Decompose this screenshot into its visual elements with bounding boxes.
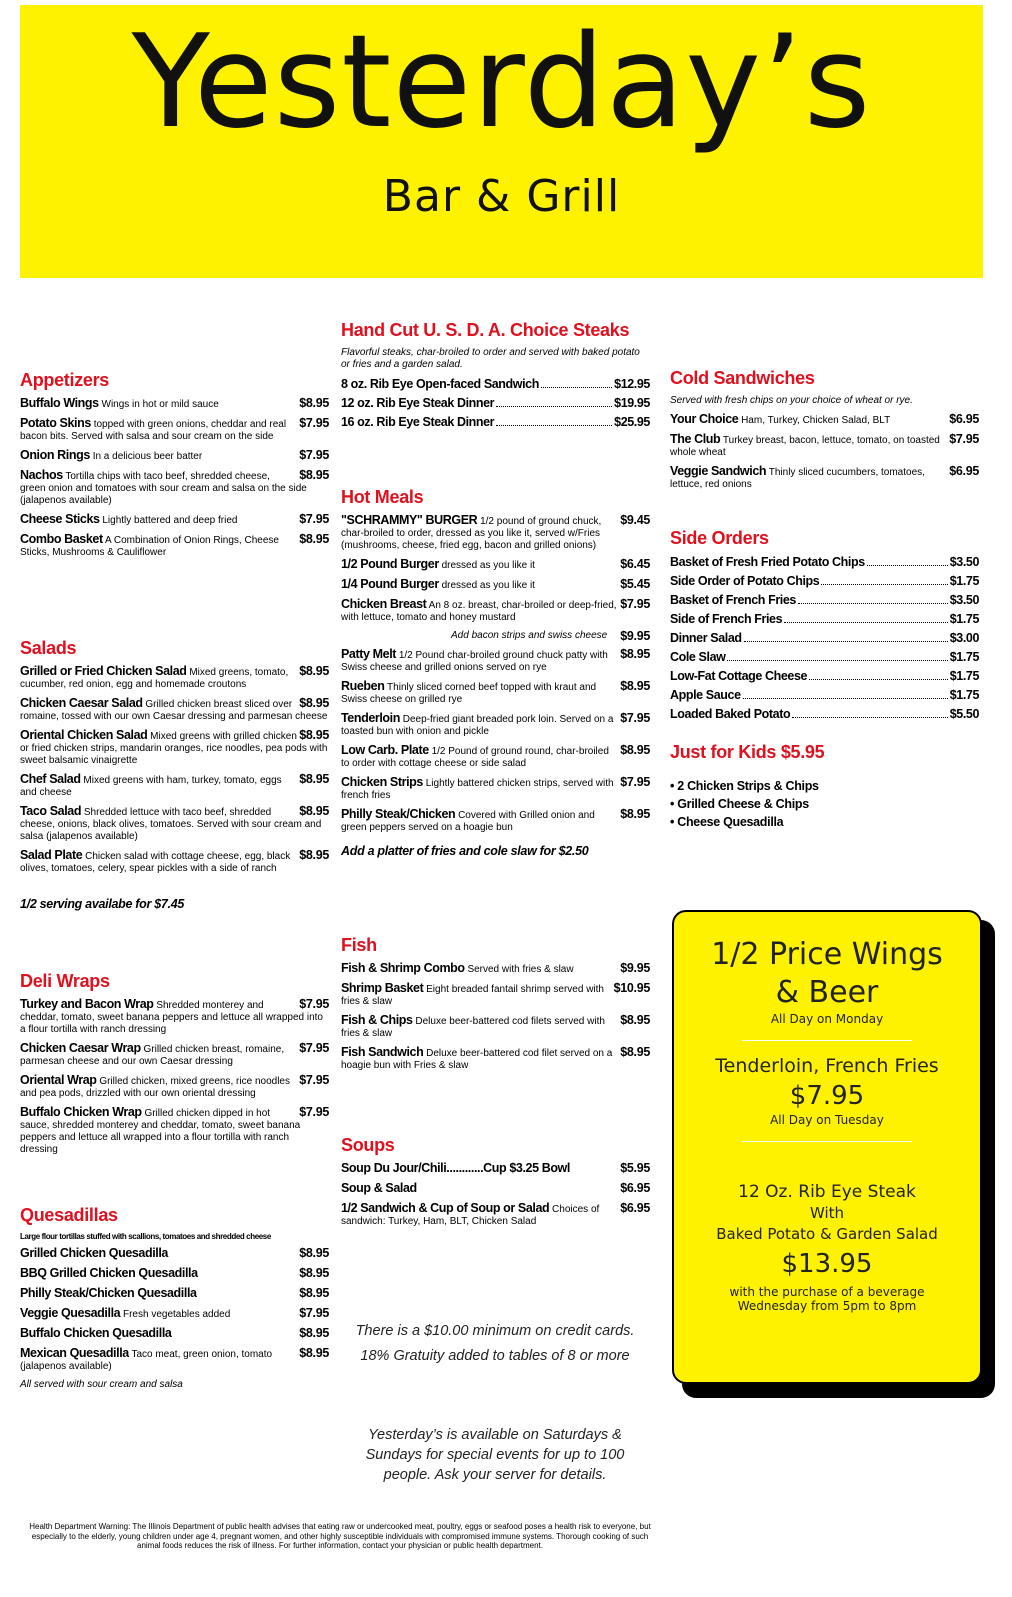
menu-item-price: $7.95 xyxy=(620,598,650,611)
menu-item-name: Low-Fat Cottage Cheese xyxy=(670,669,808,683)
menu-item-name: BBQ Grilled Chicken Quesadilla xyxy=(20,1267,198,1280)
section-title: Appetizers xyxy=(20,370,110,390)
special-steak-price: $13.95 xyxy=(781,1249,873,1279)
menu-item-description: Add bacon strips and swiss cheese xyxy=(451,630,608,641)
dot-leader xyxy=(867,564,948,566)
menu-item-name: Loaded Baked Potato xyxy=(670,707,791,721)
menu-item-price: $8.95 xyxy=(620,744,650,757)
menu-item-name: Basket of Fresh Fried Potato Chips xyxy=(670,555,865,569)
menu-item-name: Philly Steak/Chicken Quesadilla xyxy=(20,1287,197,1300)
menu-row xyxy=(670,593,979,607)
menu-item-description: Shredded monterey and cheddar, tomato, sweet banana peppers and lettuce all wrapped into a flour tortilla with ranch dressing xyxy=(20,1000,323,1035)
menu-item xyxy=(20,665,329,691)
menu-item-name: Soup Du Jour/Chili............Cup $3.25 Bowl xyxy=(341,1162,570,1175)
menu-item xyxy=(341,1182,650,1196)
menu-item-name: Veggie Sandwich xyxy=(670,465,767,478)
menu-item-description: Grilled chicken dipped in hot sauce, shredded monterey and cheddar, tomato, sweet banana peppers and lettuce all wrapped into a flour tortilla with ranch dressing xyxy=(20,1108,301,1155)
menu-item-name: Chicken Strips xyxy=(341,776,423,789)
menu-item-price: $9.95 xyxy=(620,962,650,975)
special-wings-title: 1/2 Price Wings & Beer xyxy=(711,937,943,1010)
menu-item-price: $7.95 xyxy=(299,1042,329,1055)
menu-item-name: Grilled or Fried Chicken Salad xyxy=(20,665,187,678)
quesadilla-note: All served with sour cream and salsa xyxy=(20,1379,183,1390)
menu-item-price: $1.75 xyxy=(949,688,979,702)
section-title: Cold Sandwiches xyxy=(670,368,815,388)
header-banner xyxy=(20,5,983,278)
menu-item-price: $8.95 xyxy=(299,697,329,710)
section-title: Salads xyxy=(20,638,77,658)
menu-item-name: 12 oz. Rib Eye Steak Dinner xyxy=(341,396,495,410)
menu-item xyxy=(341,630,650,642)
credit-card-note xyxy=(330,1321,660,1366)
appetizers-section xyxy=(20,370,329,565)
menu-item-price: $8.95 xyxy=(299,397,329,410)
menu-item xyxy=(20,849,329,875)
kids-list xyxy=(670,779,979,829)
menu-row xyxy=(670,612,979,626)
menu-item-description: Deep-fried giant breaded pork loin. Served on a toasted bun with onion and pickle xyxy=(341,714,614,737)
quesadillas-section xyxy=(20,1205,329,1390)
platter-note: Add a platter of fries and cole slaw for $2.50 xyxy=(341,844,589,858)
menu-item xyxy=(341,982,650,1008)
menu-item-name: Fish Sandwich xyxy=(341,1046,424,1059)
menu-item-price: $8.95 xyxy=(299,1327,329,1340)
menu-item-name: Cole Slaw xyxy=(670,650,726,664)
menu-item xyxy=(341,1014,650,1040)
menu-item xyxy=(20,773,329,799)
menu-item-name: Onion Rings xyxy=(20,449,90,462)
menu-item-description: A Combination of Onion Rings, Cheese Sticks, Mushrooms & Cauliflower xyxy=(20,535,279,558)
menu-row xyxy=(670,631,979,645)
section-title: Quesadillas xyxy=(20,1205,118,1225)
menu-item-description: Lightly battered and deep fried xyxy=(102,515,238,526)
menu-item xyxy=(20,1247,329,1261)
special-tenderloin-price: $7.95 xyxy=(789,1081,865,1111)
dot-leader xyxy=(798,602,948,604)
menu-item xyxy=(20,1327,329,1341)
menu-item-price: $6.95 xyxy=(949,413,979,426)
menu-item-price: $6.95 xyxy=(620,1202,650,1215)
menu-item-description: dressed as you like it xyxy=(441,560,535,571)
menu-item-description: Mixed greens, tomato, cucumber, red onion, egg and homemade croutons xyxy=(20,667,289,690)
menu-item-name: Soup & Salad xyxy=(341,1182,417,1195)
menu-item-name: Grilled Chicken Quesadilla xyxy=(20,1247,168,1260)
menu-item-description: Shredded lettuce with taco beef, shredded cheese, onions, black olives, tomatoes. Served with sour cream and salsa (jalapenos available) xyxy=(20,807,322,842)
section-title: Just for Kids $5.95 xyxy=(670,742,825,762)
section-intro: Flavorful steaks, char-broiled to order and served with baked potato or fries and a garden salad. xyxy=(341,347,640,370)
menu-item-price: $8.95 xyxy=(299,805,329,818)
menu-row xyxy=(341,396,650,410)
menu-item-name: 1/2 Pound Burger xyxy=(341,558,439,571)
menu-item-name: Chicken Caesar Wrap xyxy=(20,1042,141,1055)
menu-item xyxy=(341,776,650,802)
menu-item-name: 1/2 Sandwich & Cup of Soup or Salad xyxy=(341,1202,550,1215)
hot-meals-section xyxy=(341,487,650,858)
dot-leader xyxy=(743,697,948,699)
menu-item-description: Tortilla chips with taco beef, shredded cheese, green onion and tomatoes with sour cream and salsa on the side (jalapenos available) xyxy=(20,471,307,506)
menu-item-price: $9.45 xyxy=(620,514,650,527)
menu-item-description: Lightly battered chicken strips, served with french fries xyxy=(341,778,614,801)
salads-section xyxy=(20,638,329,911)
cold-sandwiches-section xyxy=(670,368,979,497)
menu-item-price: $7.95 xyxy=(299,1106,329,1119)
menu-item xyxy=(20,1307,329,1321)
credit-minimum-text: There is a $10.00 minimum on credit cards. xyxy=(355,1323,635,1339)
menu-item-price: $1.75 xyxy=(949,574,979,588)
menu-item-price: $8.95 xyxy=(620,808,650,821)
menu-item-price: $8.95 xyxy=(299,1267,329,1280)
menu-item-price: $8.95 xyxy=(299,665,329,678)
specials-box xyxy=(672,910,982,1384)
menu-item-price: $12.95 xyxy=(614,377,650,391)
menu-item-name: Taco Salad xyxy=(20,805,82,818)
menu-item xyxy=(341,712,650,738)
menu-item-name: Combo Basket xyxy=(20,533,103,546)
menu-item-name: Rueben xyxy=(341,680,385,693)
menu-item-description: topped with green onions, cheddar and real bacon bits. Served with salsa and sour cream on the side xyxy=(20,419,287,442)
menu-item-description: Turkey breast, bacon, lettuce, tomato, on toasted whole wheat xyxy=(670,435,940,458)
menu-item-name: Chicken Breast xyxy=(341,598,427,611)
menu-item-description: 1/2 Pound char-broiled ground chuck patty with Swiss cheese and grilled onions served on rye xyxy=(341,650,608,673)
fish-section xyxy=(341,935,650,1078)
menu-item xyxy=(20,513,329,527)
menu-item xyxy=(341,962,650,976)
menu-item-description: Wings in hot or mild sauce xyxy=(101,399,219,410)
menu-item-name: Mexican Quesadilla xyxy=(20,1347,129,1360)
menu-item-name: Buffalo Wings xyxy=(20,397,99,410)
menu-item-price: $1.75 xyxy=(949,669,979,683)
menu-item-name: Chicken Caesar Salad xyxy=(20,697,143,710)
menu-item-description: Taco meat, green onion, tomato (jalapenos available) xyxy=(20,1349,273,1372)
menu-item xyxy=(670,433,979,459)
dot-leader xyxy=(744,640,948,642)
menu-item xyxy=(341,1046,650,1072)
menu-item-price: $8.95 xyxy=(299,729,329,742)
section-title: Side Orders xyxy=(670,528,769,548)
menu-item-description: Covered with Grilled onion and green peppers served on a hoagie bun xyxy=(341,810,595,833)
menu-item-name: Veggie Quesadilla xyxy=(20,1307,121,1320)
menu-item-description: Grilled chicken breast sliced over romaine, tossed with our own Caesar dressing and parmesan cheese xyxy=(20,699,328,722)
menu-item-name: Low Carb. Plate xyxy=(341,744,429,757)
menu-item xyxy=(341,648,650,674)
menu-item-description: An 8 oz. breast, char-broiled or deep-fried, with lettuce, tomato and honey mustard xyxy=(341,600,617,623)
menu-item xyxy=(20,805,329,843)
gratuity-text: 18% Gratuity added to tables of 8 or more xyxy=(360,1348,630,1364)
menu-item-price: $7.95 xyxy=(299,449,329,462)
half-serving-note: 1/2 serving availabe for $7.45 xyxy=(20,897,185,911)
menu-item-price: $6.45 xyxy=(620,558,650,571)
menu-item-price: $6.95 xyxy=(949,465,979,478)
menu-item-description: Ham, Turkey, Chicken Salad, BLT xyxy=(741,415,891,426)
menu-item-name: Philly Steak/Chicken xyxy=(341,808,456,821)
steaks-section xyxy=(341,320,650,434)
menu-item-name: Your Choice xyxy=(670,413,739,426)
menu-item xyxy=(20,417,329,443)
menu-item-name: Tenderloin xyxy=(341,712,400,725)
menu-item-price: $3.50 xyxy=(949,593,979,607)
menu-item-price: $8.95 xyxy=(299,1287,329,1300)
special-steak-day: Wednesday from 5pm to 8pm xyxy=(737,1299,917,1313)
menu-item-name: Chef Salad xyxy=(20,773,81,786)
section-intro: Served with fresh chips on your choice of wheat or rye. xyxy=(670,395,913,406)
menu-item-price: $7.95 xyxy=(299,417,329,430)
menu-item-name: Salad Plate xyxy=(20,849,83,862)
menu-item-price: $3.00 xyxy=(949,631,979,645)
menu-item-description: Mixed greens with grilled chicken or fried chicken strips, mandarin oranges, rice noodles, pea pods with sweet balsamic vinaigrette xyxy=(20,731,328,766)
menu-item-description: Grilled chicken breast, romaine, parmesan cheese and our own Caesar dressing xyxy=(20,1044,285,1067)
menu-item xyxy=(341,744,650,770)
divider xyxy=(742,1040,912,1041)
section-title: Deli Wraps xyxy=(20,971,110,991)
menu-item-price: $8.95 xyxy=(299,849,329,862)
dot-leader xyxy=(496,424,612,426)
section-intro: Large flour tortillas stuffed with scallions, tomatoes and shredded cheese xyxy=(20,1232,271,1241)
menu-item xyxy=(20,469,329,507)
menu-item-name: Nachos xyxy=(20,469,63,482)
menu-item xyxy=(20,449,329,463)
menu-item xyxy=(20,1287,329,1301)
menu-item xyxy=(341,598,650,624)
menu-item-description: Deluxe beer-battered cod filet served on a hoagie bun with Fries & slaw xyxy=(341,1048,613,1071)
menu-item-description: Chicken salad with cottage cheese, egg, black olives, tomatoes, celery, spear pickles with a side of ranch xyxy=(20,851,291,874)
menu-item-price: $3.50 xyxy=(949,555,979,569)
menu-item-description: Served with fries & slaw xyxy=(467,964,574,975)
special-tenderloin-title: Tenderloin, French Fries xyxy=(715,1055,939,1077)
menu-row xyxy=(670,669,979,683)
restaurant-name: Yesterday’s xyxy=(131,8,872,157)
menu-item-price: $8.95 xyxy=(620,1046,650,1059)
section-title: Fish xyxy=(341,935,377,955)
menu-item-price: $7.95 xyxy=(299,1074,329,1087)
kids-item: • 2 Chicken Strips & Chips xyxy=(670,779,819,793)
menu-item-price: $8.95 xyxy=(620,1014,650,1027)
special-wings-day: All Day on Monday xyxy=(770,1012,884,1026)
menu-item-description: Grilled chicken, mixed greens, rice noodles and pea pods, drizzled with our own oriental dressing xyxy=(20,1076,290,1099)
menu-item xyxy=(20,998,329,1036)
menu-item-price: $7.95 xyxy=(299,998,329,1011)
menu-item-name: Buffalo Chicken Wrap xyxy=(20,1106,142,1119)
dot-leader xyxy=(809,678,948,680)
dot-leader xyxy=(496,405,612,407)
menu-item-name: The Club xyxy=(670,433,721,446)
menu-row xyxy=(670,574,979,588)
menu-item-name: Cheese Sticks xyxy=(20,513,100,526)
menu-item-description: 1/2 pound of ground chuck, char-broiled to order, dressed as you like it, served w/Fries (mushrooms, cheese, fried egg, bacon and grilled onions) xyxy=(341,516,602,551)
menu-item-description: Fresh vegetables added xyxy=(122,1309,231,1320)
menu-item-description: In a delicious beer batter xyxy=(92,451,203,462)
menu-row xyxy=(670,688,979,702)
menu-item xyxy=(341,558,650,572)
menu-item-price: $7.95 xyxy=(620,712,650,725)
menu-item-price: $7.95 xyxy=(620,776,650,789)
side-orders-section xyxy=(670,528,979,726)
dot-leader xyxy=(821,583,947,585)
menu-item xyxy=(341,808,650,834)
health-warning: Health Department Warning: The Illinois Department of public health advises that eating raw or undercooked meat, poultry, eggs or seafood poses a health risk to everyone, but especially to the elderly, young children under age 4, pregnant women, and other highly susceptible individuals with compromised immune systems. Thorough cooking of such animal foods reduces the risk of illness. For further information, contact your physician or public health department. xyxy=(29,1522,651,1550)
menu-item-description: Thinly sliced cucumbers, tomatoes, lettuce, red onions xyxy=(670,467,925,490)
kids-item: • Grilled Cheese & Chips xyxy=(670,797,809,811)
section-title: Hand Cut U. S. D. A. Choice Steaks xyxy=(341,320,630,340)
deli-wraps-section xyxy=(20,971,329,1162)
kids-item: • Cheese Quesadilla xyxy=(670,815,784,829)
menu-item xyxy=(341,1202,650,1228)
menu-item-price: $8.95 xyxy=(620,680,650,693)
menu-item-price: $5.45 xyxy=(620,578,650,591)
special-steak-title: 12 Oz. Rib Eye Steak With Baked Potato & Garden Salad xyxy=(716,1182,938,1243)
menu-row xyxy=(341,415,650,429)
menu-item-price: $25.95 xyxy=(614,415,650,429)
menu-item-price: $8.95 xyxy=(299,1347,329,1360)
menu-row xyxy=(670,555,979,569)
menu-item-price: $1.75 xyxy=(949,650,979,664)
menu-item-price: $10.95 xyxy=(613,982,650,995)
menu-item-description: Deluxe beer-battered cod filets served with fries & slaw xyxy=(341,1016,605,1039)
menu-item-price: $19.95 xyxy=(614,396,650,410)
menu-item-description: dressed as you like it xyxy=(441,580,535,591)
menu-item-name: Oriental Chicken Salad xyxy=(20,729,148,742)
menu-item-description: Eight breaded fantail shrimp served with fries & slaw xyxy=(341,984,604,1007)
menu-item xyxy=(20,533,329,559)
menu-item xyxy=(341,1162,650,1176)
menu-item-price: $1.75 xyxy=(949,612,979,626)
menu-item xyxy=(670,465,979,491)
menu-item xyxy=(20,1106,329,1156)
menu-item-price: $9.95 xyxy=(620,630,650,642)
dot-leader xyxy=(727,659,947,661)
menu-item-name: Shrimp Basket xyxy=(341,982,424,995)
dot-leader xyxy=(792,716,948,718)
menu-item-price: $8.95 xyxy=(620,648,650,661)
special-tenderloin-day: All Day on Tuesday xyxy=(770,1113,884,1127)
menu-item-name: 16 oz. Rib Eye Steak Dinner xyxy=(341,415,495,429)
menu-item xyxy=(20,1042,329,1068)
menu-item-name: Fish & Shrimp Combo xyxy=(341,962,465,975)
menu-item xyxy=(20,1347,329,1373)
menu-item-name: Basket of French Fries xyxy=(670,593,796,607)
menu-item-price: $5.50 xyxy=(949,707,979,721)
menu-item xyxy=(341,680,650,706)
divider xyxy=(742,1141,912,1142)
menu-item xyxy=(20,397,329,411)
restaurant-subtitle: Bar & Grill xyxy=(382,171,621,222)
menu-item-name: Dinner Salad xyxy=(670,631,742,645)
menu-item xyxy=(341,578,650,592)
menu-item-description: Thinly sliced corned beef topped with kraut and Swiss cheese on grilled rye xyxy=(341,682,597,705)
menu-item-price: $6.95 xyxy=(620,1182,650,1195)
menu-item-name: 1/4 Pound Burger xyxy=(341,578,439,591)
menu-item-price: $8.95 xyxy=(299,533,329,546)
special-events-note: Yesterday’s is available on Saturdays & Sundays for special events for up to 100 people. Ask your server for details. xyxy=(365,1427,625,1483)
soups-section xyxy=(341,1135,650,1234)
menu-item-name: Fish & Chips xyxy=(341,1014,413,1027)
menu-item xyxy=(341,514,650,552)
section-title: Soups xyxy=(341,1135,395,1155)
menu-item-description: 1/2 Pound of ground round, char-broiled to order with cottage cheese or side salad xyxy=(341,746,609,769)
section-title: Hot Meals xyxy=(341,487,424,507)
menu-row xyxy=(341,377,650,391)
menu-item-price: $8.95 xyxy=(299,1247,329,1260)
menu-item-name: Potato Skins xyxy=(20,417,91,430)
menu-row xyxy=(670,707,979,721)
menu-item-name: "SCHRAMMY" BURGER xyxy=(341,514,478,527)
dot-leader xyxy=(784,621,948,623)
menu-item-description: Mixed greens with ham, turkey, tomato, eggs and cheese xyxy=(20,775,282,798)
kids-section xyxy=(670,742,979,833)
menu-item-name: Side Order of Potato Chips xyxy=(670,574,820,588)
menu-item-name: Apple Sauce xyxy=(670,688,741,702)
menu-item-name: Side of French Fries xyxy=(670,612,783,626)
menu-item-price: $5.95 xyxy=(620,1162,650,1175)
menu-item xyxy=(20,697,329,723)
menu-item xyxy=(20,1074,329,1100)
menu-item-price: $7.95 xyxy=(949,433,979,446)
menu-item-price: $7.95 xyxy=(299,513,329,526)
menu-item xyxy=(20,1267,329,1281)
menu-item-name: Oriental Wrap xyxy=(20,1074,97,1087)
special-steak-condition: with the purchase of a beverage xyxy=(729,1285,925,1299)
menu-item-price: $7.95 xyxy=(299,1307,329,1320)
menu-item-price: $8.95 xyxy=(299,469,329,482)
dot-leader xyxy=(541,386,612,388)
menu-item-description: Choices of sandwich: Turkey, Ham, BLT, Chicken Salad xyxy=(341,1204,600,1227)
menu-item-name: Buffalo Chicken Quesadilla xyxy=(20,1327,172,1340)
menu-item-name: 8 oz. Rib Eye Open-faced Sandwich xyxy=(341,377,539,391)
menu-item-name: Patty Melt xyxy=(341,648,397,661)
menu-item-price: $8.95 xyxy=(299,773,329,786)
menu-item xyxy=(20,729,329,767)
menu-row xyxy=(670,650,979,664)
menu-item-name: Turkey and Bacon Wrap xyxy=(20,998,154,1011)
menu-item xyxy=(670,413,979,427)
